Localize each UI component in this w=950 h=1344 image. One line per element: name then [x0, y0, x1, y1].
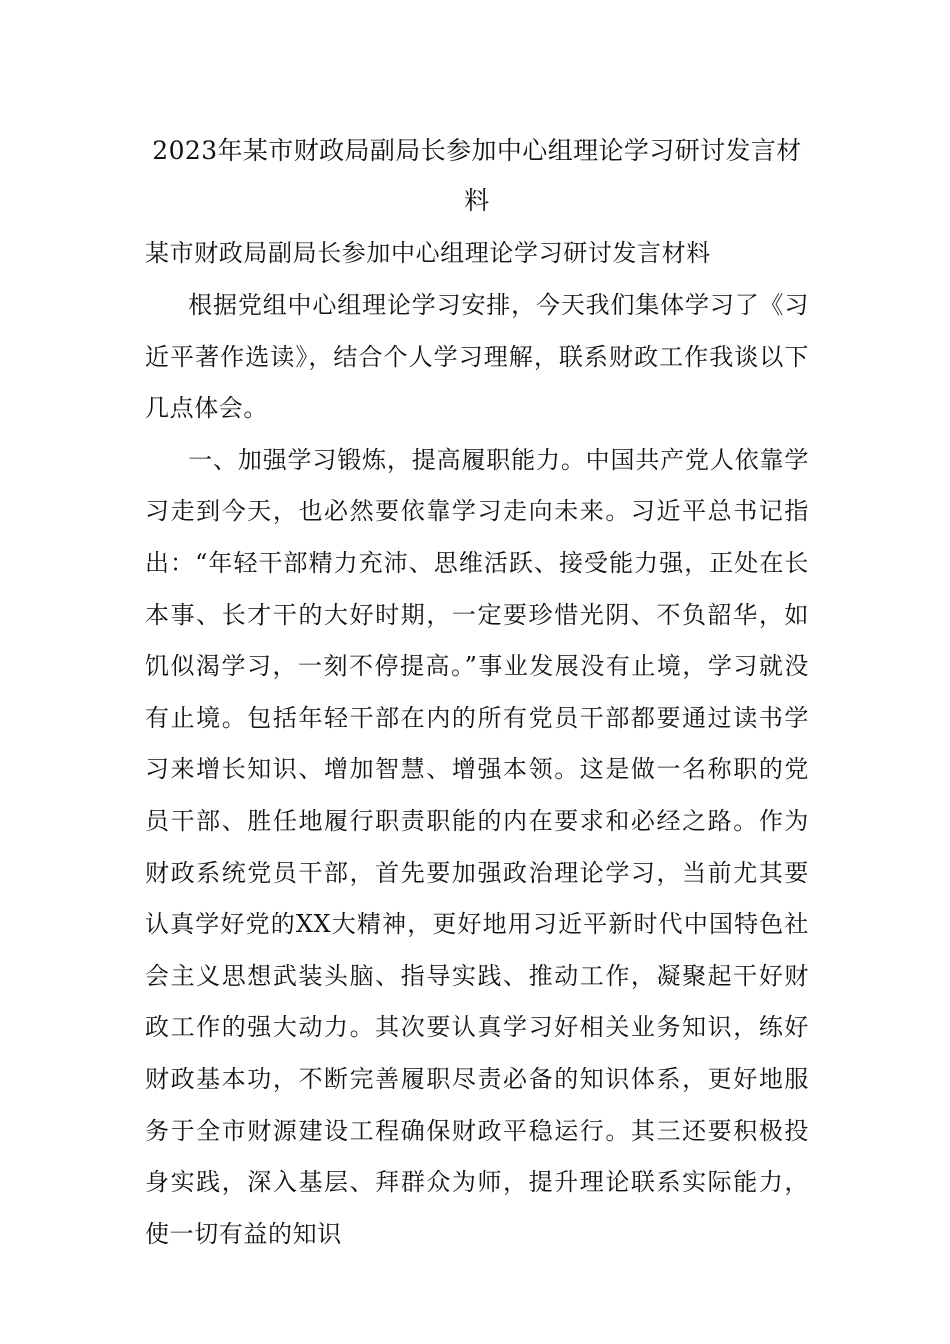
- document-title: 2023年某市财政局副局长参加中心组理论学习研讨发言材料: [152, 136, 802, 215]
- intro-paragraph: 根据党组中心组理论学习安排，今天我们集体学习了《习近平著作选读》，结合个人学习理解，联系财政工作我谈以下几点体会。: [145, 291, 809, 423]
- document-subtitle: 某市财政局副局长参加中心组理论学习研讨发言材料: [145, 239, 711, 267]
- document-body: [145, 126, 809, 1260]
- section-one-paragraph: 一、加强学习锻炼，提高履职能力。中国共产党人依靠学习走到今天，也必然要依靠学习走向未来。习近平总书记指出：“年轻干部精力充沛、思维活跃、接受能力强，正处在长本事、长才干的大好时期，一定要珍惜光阴、不负韶华，如饥似渴学习，一刻不停提高。”事业发展没有止境，学习就没有止境。包括年轻干部在内的所有党员干部都要通过读书学习来增长知识、增加智慧、增强本领。这是做一名称职的党员干部、胜任地履行职责职能的内在要求和必经之路。作为财政系统党员干部，首先要加强政治理论学习，当前尤其要认真学好党的XX大精神，更好地用习近平新时代中国特色社会主义思想武装头脑、指导实践、推动工作，凝聚起干好财政工作的强大动力。其次要认真学习好相关业务知识，练好财政基本功，不断完善履职尽责必备的知识体系，更好地服务于全市财源建设工程确保财政平稳运行。其三还要积极投身实践，深入基层、拜群众为师，提升理论联系实际能力，使一切有益的知识: [145, 445, 809, 1248]
